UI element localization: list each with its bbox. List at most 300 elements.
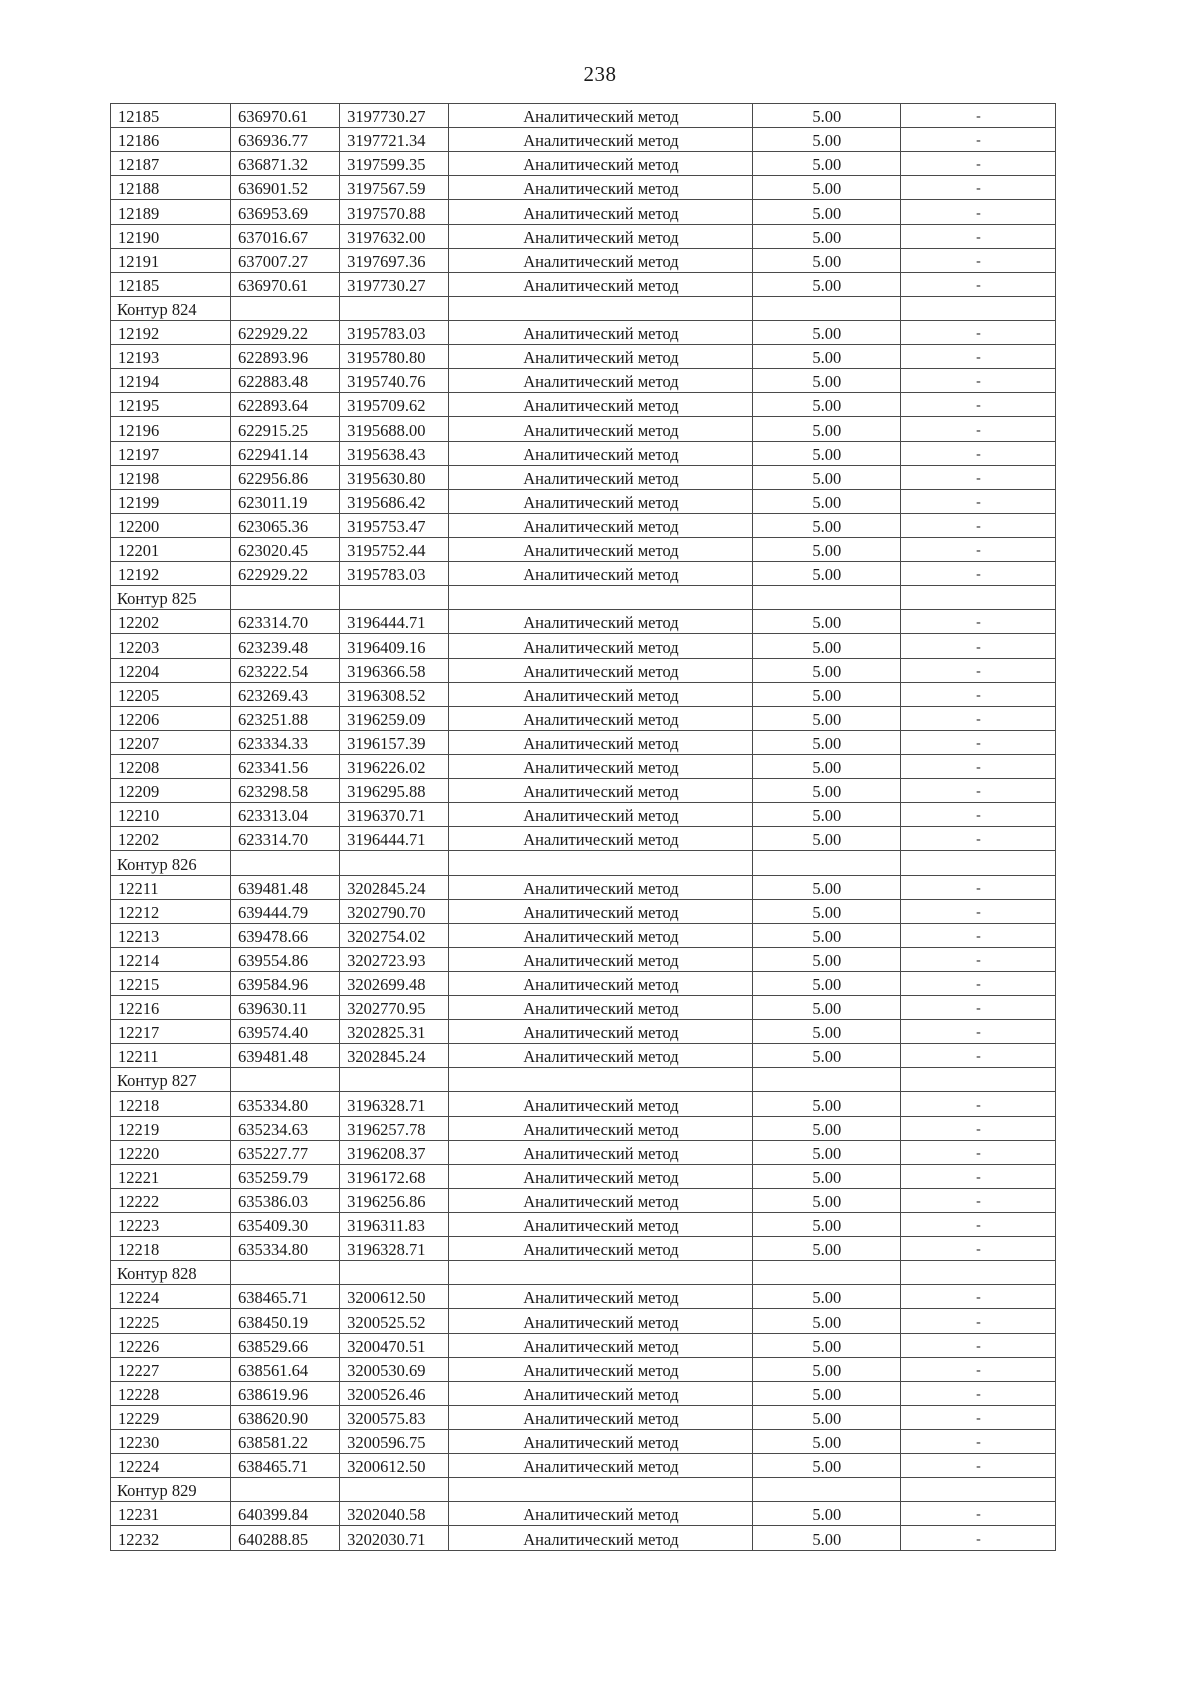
y-coordinate-cell: 3197599.35 [340,152,449,176]
x-coordinate-cell [231,296,340,320]
y-coordinate-cell: 3196444.71 [340,610,449,634]
y-coordinate-cell: 3196259.09 [340,706,449,730]
y-coordinate-cell: 3202825.31 [340,1020,449,1044]
table-row [111,152,1056,176]
point-number-cell: 12202 [111,827,231,851]
table-row [111,465,1056,489]
note-cell: - [901,128,1056,152]
note-cell: - [901,1430,1056,1454]
point-number-cell: 12206 [111,706,231,730]
point-number-cell: 12224 [111,1454,231,1478]
method-cell: Аналитический метод [449,1140,752,1164]
x-coordinate-cell: 639478.66 [231,923,340,947]
method-cell [449,851,752,875]
method-cell: Аналитический метод [449,1357,752,1381]
accuracy-cell: 5.00 [752,1309,900,1333]
x-coordinate-cell: 622941.14 [231,441,340,465]
contour-label: Контур 825 [111,586,231,610]
accuracy-cell: 5.00 [752,1454,900,1478]
note-cell: - [901,176,1056,200]
point-number-cell: 12221 [111,1164,231,1188]
table-row [111,803,1056,827]
contour-header-row [111,1478,1056,1502]
point-number-cell: 12214 [111,947,231,971]
y-coordinate-cell: 3195630.80 [340,465,449,489]
contour-label: Контур 824 [111,296,231,320]
accuracy-cell: 5.00 [752,345,900,369]
accuracy-cell: 5.00 [752,1020,900,1044]
point-number-cell: 12227 [111,1357,231,1381]
table-row [111,682,1056,706]
y-coordinate-cell: 3197730.27 [340,104,449,128]
table-row [111,610,1056,634]
x-coordinate-cell: 622893.96 [231,345,340,369]
y-coordinate-cell: 3196366.58 [340,658,449,682]
point-number-cell: 12186 [111,128,231,152]
table-row [111,1357,1056,1381]
accuracy-cell: 5.00 [752,393,900,417]
note-cell: - [901,369,1056,393]
x-coordinate-cell: 635334.80 [231,1237,340,1261]
accuracy-cell: 5.00 [752,827,900,851]
table-row [111,899,1056,923]
x-coordinate-cell: 622893.64 [231,393,340,417]
method-cell: Аналитический метод [449,441,752,465]
method-cell: Аналитический метод [449,200,752,224]
table-row [111,417,1056,441]
method-cell: Аналитический метод [449,1454,752,1478]
accuracy-cell: 5.00 [752,971,900,995]
note-cell: - [901,682,1056,706]
point-number-cell: 12190 [111,224,231,248]
point-number-cell: 12192 [111,562,231,586]
table-row [111,827,1056,851]
accuracy-cell: 5.00 [752,730,900,754]
note-cell: - [901,1092,1056,1116]
note-cell: - [901,971,1056,995]
note-cell: - [901,1044,1056,1068]
point-number-cell: 12231 [111,1502,231,1526]
y-coordinate-cell: 3195783.03 [340,320,449,344]
note-cell [901,851,1056,875]
y-coordinate-cell [340,851,449,875]
method-cell: Аналитический метод [449,1285,752,1309]
method-cell: Аналитический метод [449,465,752,489]
table-row [111,320,1056,344]
point-number-cell: 12230 [111,1430,231,1454]
y-coordinate-cell: 3202845.24 [340,875,449,899]
y-coordinate-cell: 3196295.88 [340,779,449,803]
method-cell: Аналитический метод [449,1502,752,1526]
x-coordinate-cell: 623065.36 [231,513,340,537]
y-coordinate-cell: 3200612.50 [340,1285,449,1309]
table-row [111,369,1056,393]
y-coordinate-cell: 3196256.86 [340,1188,449,1212]
point-number-cell: 12187 [111,152,231,176]
contour-label: Контур 829 [111,1478,231,1502]
table-row [111,947,1056,971]
method-cell: Аналитический метод [449,1405,752,1429]
y-coordinate-cell: 3195709.62 [340,393,449,417]
x-coordinate-cell: 623239.48 [231,634,340,658]
table-row [111,996,1056,1020]
x-coordinate-cell: 623341.56 [231,754,340,778]
note-cell: - [901,875,1056,899]
accuracy-cell: 5.00 [752,1333,900,1357]
note-cell: - [901,1164,1056,1188]
point-number-cell: 12198 [111,465,231,489]
table-row [111,1502,1056,1526]
table-row [111,1285,1056,1309]
accuracy-cell: 5.00 [752,1164,900,1188]
y-coordinate-cell [340,1261,449,1285]
point-number-cell: 12207 [111,730,231,754]
accuracy-cell: 5.00 [752,1188,900,1212]
note-cell: - [901,465,1056,489]
point-number-cell: 12220 [111,1140,231,1164]
point-number-cell: 12189 [111,200,231,224]
note-cell: - [901,1285,1056,1309]
note-cell: - [901,658,1056,682]
table-row [111,562,1056,586]
x-coordinate-cell: 638450.19 [231,1309,340,1333]
method-cell: Аналитический метод [449,730,752,754]
y-coordinate-cell [340,1478,449,1502]
note-cell: - [901,634,1056,658]
note-cell [901,1261,1056,1285]
x-coordinate-cell: 635409.30 [231,1213,340,1237]
method-cell: Аналитический метод [449,803,752,827]
y-coordinate-cell: 3195780.80 [340,345,449,369]
method-cell: Аналитический метод [449,1333,752,1357]
point-number-cell: 12199 [111,489,231,513]
x-coordinate-cell: 623020.45 [231,537,340,561]
note-cell: - [901,1333,1056,1357]
table-body [111,104,1056,1551]
x-coordinate-cell: 623251.88 [231,706,340,730]
accuracy-cell: 5.00 [752,1430,900,1454]
note-cell: - [901,899,1056,923]
note-cell: - [901,513,1056,537]
accuracy-cell: 5.00 [752,465,900,489]
accuracy-cell: 5.00 [752,513,900,537]
point-number-cell: 12215 [111,971,231,995]
y-coordinate-cell: 3200525.52 [340,1309,449,1333]
point-number-cell: 12194 [111,369,231,393]
x-coordinate-cell: 635227.77 [231,1140,340,1164]
table-row [111,1381,1056,1405]
point-number-cell: 12192 [111,320,231,344]
accuracy-cell: 5.00 [752,1140,900,1164]
point-number-cell: 12196 [111,417,231,441]
point-number-cell: 12185 [111,272,231,296]
x-coordinate-cell: 639481.48 [231,1044,340,1068]
y-coordinate-cell [340,586,449,610]
method-cell: Аналитический метод [449,272,752,296]
method-cell: Аналитический метод [449,1237,752,1261]
table-row [111,754,1056,778]
note-cell: - [901,417,1056,441]
accuracy-cell: 5.00 [752,1116,900,1140]
point-number-cell: 12224 [111,1285,231,1309]
y-coordinate-cell: 3202030.71 [340,1526,449,1550]
table-row [111,128,1056,152]
x-coordinate-cell: 622956.86 [231,465,340,489]
note-cell: - [901,610,1056,634]
method-cell [449,1068,752,1092]
accuracy-cell: 5.00 [752,104,900,128]
point-number-cell: 12197 [111,441,231,465]
method-cell: Аналитический метод [449,706,752,730]
point-number-cell: 12202 [111,610,231,634]
table-row [111,489,1056,513]
note-cell: - [901,1213,1056,1237]
x-coordinate-cell: 623298.58 [231,779,340,803]
accuracy-cell: 5.00 [752,1357,900,1381]
y-coordinate-cell: 3196208.37 [340,1140,449,1164]
contour-header-row [111,851,1056,875]
y-coordinate-cell: 3202845.24 [340,1044,449,1068]
contour-header-row [111,296,1056,320]
method-cell [449,586,752,610]
x-coordinate-cell: 639574.40 [231,1020,340,1044]
y-coordinate-cell: 3195752.44 [340,537,449,561]
x-coordinate-cell [231,586,340,610]
x-coordinate-cell: 639444.79 [231,899,340,923]
x-coordinate-cell: 637016.67 [231,224,340,248]
accuracy-cell: 5.00 [752,369,900,393]
table-row [111,1237,1056,1261]
method-cell: Аналитический метод [449,1044,752,1068]
point-number-cell: 12209 [111,779,231,803]
note-cell: - [901,200,1056,224]
point-number-cell: 12232 [111,1526,231,1550]
accuracy-cell [752,1261,900,1285]
accuracy-cell: 5.00 [752,1237,900,1261]
method-cell: Аналитический метод [449,393,752,417]
method-cell: Аналитический метод [449,1188,752,1212]
y-coordinate-cell: 3195638.43 [340,441,449,465]
accuracy-cell: 5.00 [752,1381,900,1405]
method-cell: Аналитический метод [449,1381,752,1405]
method-cell: Аналитический метод [449,996,752,1020]
point-number-cell: 12211 [111,875,231,899]
table-row [111,1430,1056,1454]
x-coordinate-cell: 622883.48 [231,369,340,393]
y-coordinate-cell: 3202790.70 [340,899,449,923]
note-cell: - [901,803,1056,827]
method-cell: Аналитический метод [449,610,752,634]
note-cell: - [901,104,1056,128]
table-row [111,730,1056,754]
accuracy-cell: 5.00 [752,200,900,224]
y-coordinate-cell: 3196257.78 [340,1116,449,1140]
accuracy-cell: 5.00 [752,875,900,899]
table-row [111,1405,1056,1429]
y-coordinate-cell: 3200575.83 [340,1405,449,1429]
y-coordinate-cell: 3196226.02 [340,754,449,778]
method-cell: Аналитический метод [449,513,752,537]
table-row [111,779,1056,803]
table-row [111,1526,1056,1550]
point-number-cell: 12185 [111,104,231,128]
note-cell: - [901,1526,1056,1550]
note-cell: - [901,272,1056,296]
point-number-cell: 12218 [111,1237,231,1261]
note-cell: - [901,1454,1056,1478]
contour-label: Контур 826 [111,851,231,875]
method-cell: Аналитический метод [449,923,752,947]
accuracy-cell [752,296,900,320]
method-cell: Аналитический метод [449,369,752,393]
method-cell: Аналитический метод [449,658,752,682]
x-coordinate-cell: 623222.54 [231,658,340,682]
y-coordinate-cell: 3197697.36 [340,248,449,272]
y-coordinate-cell: 3200596.75 [340,1430,449,1454]
method-cell: Аналитический метод [449,1526,752,1550]
accuracy-cell: 5.00 [752,1213,900,1237]
contour-header-row [111,1261,1056,1285]
x-coordinate-cell: 636901.52 [231,176,340,200]
y-coordinate-cell: 3196328.71 [340,1237,449,1261]
y-coordinate-cell [340,296,449,320]
y-coordinate-cell: 3202723.93 [340,947,449,971]
note-cell: - [901,754,1056,778]
y-coordinate-cell: 3200612.50 [340,1454,449,1478]
note-cell: - [901,706,1056,730]
method-cell: Аналитический метод [449,1020,752,1044]
x-coordinate-cell: 623313.04 [231,803,340,827]
accuracy-cell: 5.00 [752,658,900,682]
method-cell: Аналитический метод [449,248,752,272]
accuracy-cell: 5.00 [752,923,900,947]
table-row [111,272,1056,296]
contour-header-row [111,1068,1056,1092]
y-coordinate-cell: 3197570.88 [340,200,449,224]
table-row [111,537,1056,561]
accuracy-cell [752,1068,900,1092]
note-cell: - [901,562,1056,586]
accuracy-cell: 5.00 [752,899,900,923]
method-cell: Аналитический метод [449,152,752,176]
point-number-cell: 12225 [111,1309,231,1333]
table-row [111,971,1056,995]
table-row [111,1140,1056,1164]
method-cell [449,296,752,320]
point-number-cell: 12223 [111,1213,231,1237]
note-cell: - [901,1020,1056,1044]
x-coordinate-cell [231,1261,340,1285]
accuracy-cell: 5.00 [752,1502,900,1526]
point-number-cell: 12205 [111,682,231,706]
table-row [111,513,1056,537]
method-cell: Аналитический метод [449,1430,752,1454]
table-row [111,393,1056,417]
point-number-cell: 12200 [111,513,231,537]
method-cell: Аналитический метод [449,827,752,851]
accuracy-cell: 5.00 [752,417,900,441]
accuracy-cell: 5.00 [752,634,900,658]
point-number-cell: 12191 [111,248,231,272]
x-coordinate-cell [231,1068,340,1092]
y-coordinate-cell: 3197632.00 [340,224,449,248]
note-cell: - [901,489,1056,513]
accuracy-cell: 5.00 [752,706,900,730]
table-row [111,875,1056,899]
note-cell: - [901,1502,1056,1526]
method-cell: Аналитический метод [449,176,752,200]
accuracy-cell: 5.00 [752,610,900,634]
accuracy-cell: 5.00 [752,1044,900,1068]
table-row [111,1044,1056,1068]
method-cell [449,1261,752,1285]
method-cell: Аналитический метод [449,537,752,561]
point-number-cell: 12193 [111,345,231,369]
note-cell: - [901,441,1056,465]
x-coordinate-cell: 635334.80 [231,1092,340,1116]
method-cell: Аналитический метод [449,1092,752,1116]
point-number-cell: 12228 [111,1381,231,1405]
note-cell [901,1478,1056,1502]
contour-label: Контур 827 [111,1068,231,1092]
y-coordinate-cell: 3195688.00 [340,417,449,441]
point-number-cell: 12210 [111,803,231,827]
accuracy-cell: 5.00 [752,803,900,827]
y-coordinate-cell: 3195753.47 [340,513,449,537]
x-coordinate-cell: 640399.84 [231,1502,340,1526]
method-cell: Аналитический метод [449,779,752,803]
accuracy-cell: 5.00 [752,224,900,248]
accuracy-cell: 5.00 [752,248,900,272]
note-cell: - [901,537,1056,561]
method-cell: Аналитический метод [449,682,752,706]
page-number: 238 [583,62,617,86]
accuracy-cell: 5.00 [752,562,900,586]
table-row [111,176,1056,200]
table-row [111,1309,1056,1333]
y-coordinate-cell: 3195740.76 [340,369,449,393]
x-coordinate-cell: 623334.33 [231,730,340,754]
point-number-cell: 12212 [111,899,231,923]
note-cell: - [901,779,1056,803]
accuracy-cell: 5.00 [752,779,900,803]
note-cell: - [901,345,1056,369]
y-coordinate-cell: 3202770.95 [340,996,449,1020]
point-number-cell: 12219 [111,1116,231,1140]
x-coordinate-cell: 638465.71 [231,1454,340,1478]
table-row [111,1092,1056,1116]
point-number-cell: 12216 [111,996,231,1020]
table-row [111,104,1056,128]
x-coordinate-cell: 638619.96 [231,1381,340,1405]
table-row [111,224,1056,248]
x-coordinate-cell: 622929.22 [231,562,340,586]
y-coordinate-cell: 3195783.03 [340,562,449,586]
table-row [111,345,1056,369]
x-coordinate-cell [231,1478,340,1502]
accuracy-cell: 5.00 [752,1092,900,1116]
note-cell: - [901,393,1056,417]
accuracy-cell: 5.00 [752,996,900,1020]
point-number-cell: 12201 [111,537,231,561]
point-number-cell: 12218 [111,1092,231,1116]
accuracy-cell [752,1478,900,1502]
point-number-cell: 12222 [111,1188,231,1212]
accuracy-cell: 5.00 [752,152,900,176]
y-coordinate-cell: 3196308.52 [340,682,449,706]
note-cell: - [901,947,1056,971]
x-coordinate-cell: 622929.22 [231,320,340,344]
